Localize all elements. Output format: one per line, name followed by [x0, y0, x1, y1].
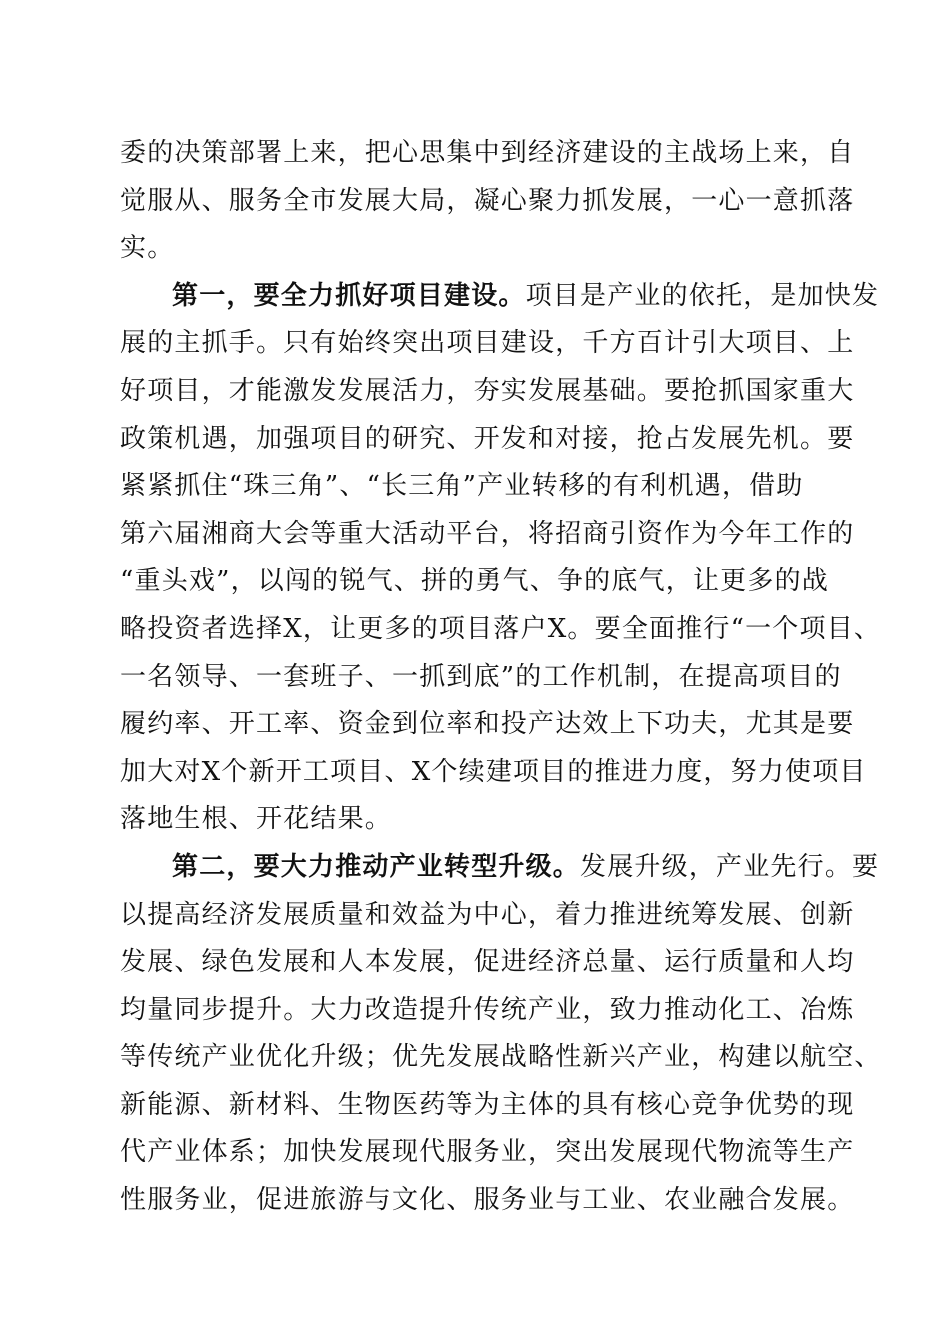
- section-two-first-line: [120, 844, 880, 892]
- document-body: [120, 130, 882, 1225]
- intro-paragraph: [120, 130, 855, 273]
- text-line: 政策机遇，加强项目的研究、开发和对接，抢占发展先机。要: [120, 423, 855, 454]
- text-line: 好项目，才能激发发展活力，夯实发展基础。要抢抓国家重大: [120, 375, 855, 406]
- section-two-paragraph: [120, 844, 882, 1225]
- text-line: 一名领导、一套班子、一抓到底”的工作机制，在提高项目的: [120, 661, 842, 692]
- text-line: 等传统产业优化升级；优先发展战略性新兴产业，构建以航空、: [120, 1042, 882, 1073]
- section-one-paragraph: [120, 273, 882, 844]
- section-one-first-line: [120, 273, 880, 321]
- text-line: 以提高经济发展质量和效益为中心，着力推进统筹发展、创新: [120, 899, 855, 930]
- text-line: 略投资者选择X，让更多的项目落户X。要全面推行“一个项目、: [120, 613, 882, 644]
- text-line: 紧紧抓住“珠三角”、“长三角”产业转移的有利机遇，借助: [120, 471, 804, 502]
- text-line: 代产业体系；加快发展现代服务业，突出发展现代物流等生产: [120, 1137, 855, 1168]
- text-line: 新能源、新材料、生物医药等为主体的具有核心竞争优势的现: [120, 1089, 855, 1120]
- text-line: 觉服从、服务全市发展大局，凝心聚力抓发展，一心一意抓落: [120, 185, 855, 216]
- section-two-first-line-text: 发展升级，产业先行。要: [580, 851, 880, 882]
- section-one-heading: 第一，要全力抓好项目建设。: [172, 280, 526, 311]
- text-line: 发展、绿色发展和人本发展，促进经济总量、运行质量和人均: [120, 947, 855, 978]
- text-line: 加大对X个新开工项目、X个续建项目的推进力度，努力使项目: [120, 756, 867, 787]
- text-line: 展的主抓手。只有始终突出项目建设，千方百计引大项目、上: [120, 328, 855, 359]
- text-line: 实。: [120, 233, 175, 264]
- text-line: 均量同步提升。大力改造提升传统产业，致力推动化工、冶炼: [120, 994, 855, 1025]
- text-line: 履约率、开工率、资金到位率和投产达效上下功夫，尤其是要: [120, 709, 855, 740]
- text-line: 落地生根、开花结果。: [120, 804, 393, 835]
- text-line: 性服务业，促进旅游与文化、服务业与工业、农业融合发展。: [120, 1185, 855, 1216]
- text-line: 委的决策部署上来，把心思集中到经济建设的主战场上来，自: [120, 138, 855, 168]
- text-line: “重头戏”，以闯的锐气、拼的勇气、争的底气，让更多的战: [120, 566, 829, 597]
- text-line: 第六届湘商大会等重大活动平台，将招商引资作为今年工作的: [120, 518, 855, 549]
- section-two-heading: 第二，要大力推动产业转型升级。: [172, 851, 581, 882]
- section-one-first-line-text: 项目是产业的依托，是加快发: [525, 280, 880, 311]
